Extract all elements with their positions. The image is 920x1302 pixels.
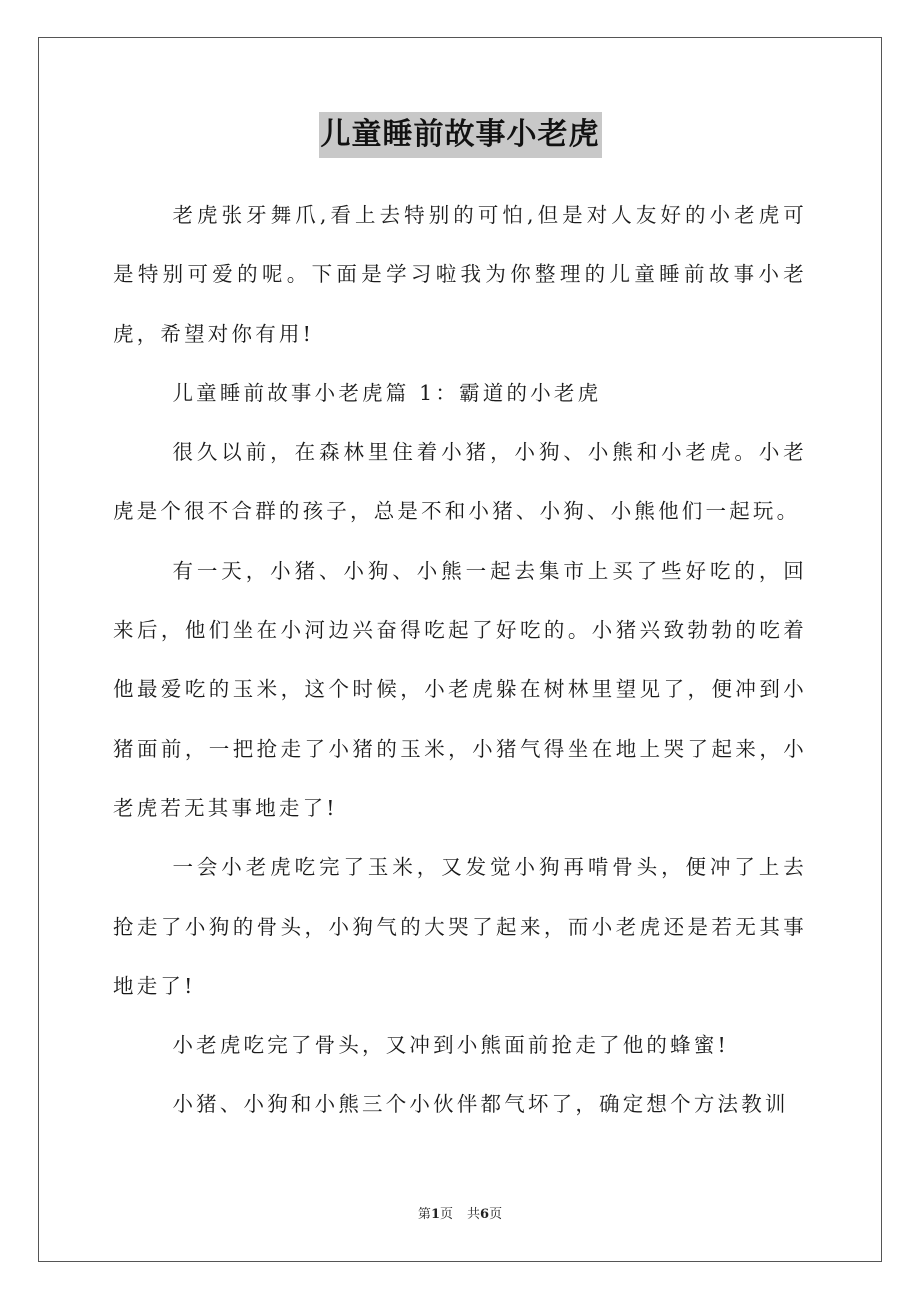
title-container: [0, 112, 920, 158]
page-footer: [0, 1205, 920, 1225]
section-heading: 儿童睡前故事小老虎篇 1：霸道的小老虎: [172, 380, 602, 405]
total-prefix: 共: [467, 1207, 481, 1222]
paragraph: 小老虎吃完了骨头，又冲到小熊面前抢走了他的蜂蜜!: [172, 1033, 729, 1058]
paragraph: 有一天，小猪、小狗、小熊一起去集市上买了些好吃的，回来后，他们坐在小河边兴奋得吃起了好吃的。小猪兴致勃勃的吃着他最爱吃的玉米，这个时候，小老虎躲在树林里望见了，便冲到小猪面前，一把抢走了小猪的玉米，小猪气得坐在地上哭了起来，小老虎若无其事地走了!: [113, 558, 807, 820]
paragraph: 小猪、小狗和小熊三个小伙伴都气坏了，确定想个方法教训: [172, 1092, 789, 1117]
document-body: [113, 186, 807, 1135]
paragraph: 很久以前，在森林里住着小猪，小狗、小熊和小老虎。小老虎是个很不合群的孩子，总是不和小猪、小狗、小熊他们一起玩。: [113, 440, 807, 524]
page-prefix: 第: [417, 1207, 431, 1222]
page-number: 1: [430, 1207, 440, 1222]
paragraph-intro: 老虎张牙舞爪,看上去特别的可怕,但是对人友好的小老虎可是特别可爱的呢。下面是学习啦我为你整理的儿童睡前故事小老虎，希望对你有用!: [113, 203, 807, 346]
document-title: 儿童睡前故事小老虎: [319, 112, 602, 158]
page-suffix: 页: [439, 1207, 453, 1222]
paragraph: 一会小老虎吃完了玉米，又发觉小狗再啃骨头，便冲了上去抢走了小狗的骨头，小狗气的大哭了起来，而小老虎还是若无其事地走了!: [113, 855, 807, 998]
total-pages: 6: [480, 1207, 490, 1222]
total-suffix: 页: [489, 1207, 503, 1222]
